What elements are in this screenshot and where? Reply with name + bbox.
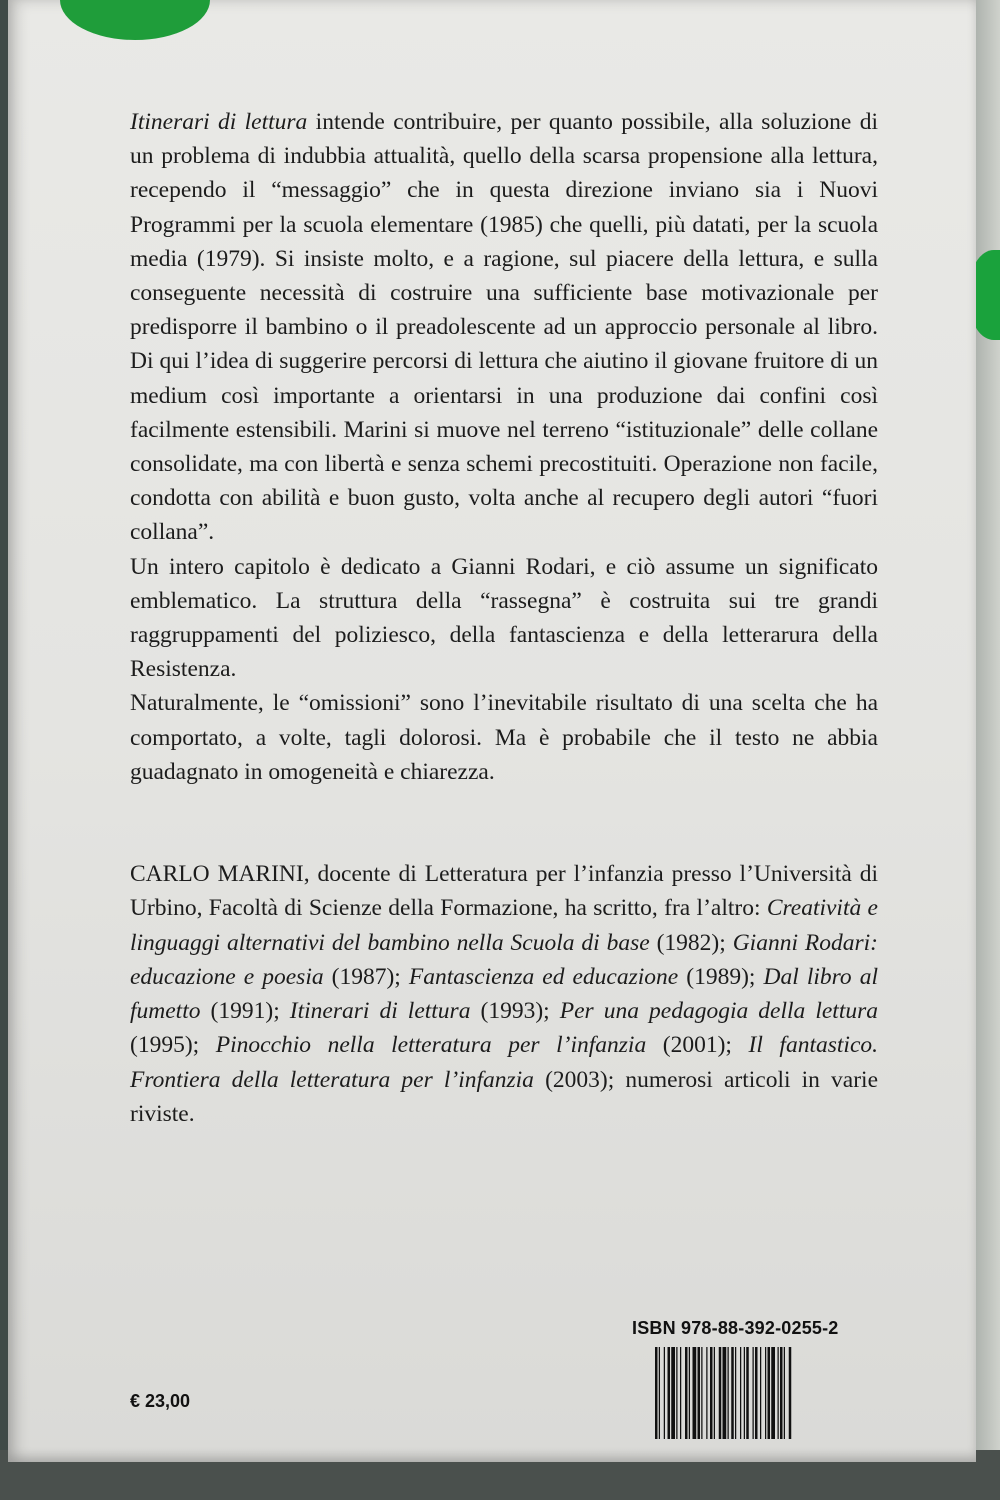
- barcode-bar: [710, 1347, 713, 1439]
- bio-text: (1987);: [323, 963, 409, 990]
- price-label: € 23,00: [130, 1391, 191, 1411]
- barcode-bar: [693, 1347, 697, 1439]
- barcode-bar: [714, 1347, 715, 1439]
- bio-text: (2001);: [646, 1032, 749, 1059]
- barcode-bar: [744, 1347, 745, 1439]
- bio-text: (1993);: [470, 998, 560, 1025]
- bio-text: CARLO MARINI, docente di Letteratura per l’infanzia presso l’Università di Urbino, Facoltà di Scienze della Formazione, ha scritto, fra l’altro:: [130, 861, 878, 922]
- barcode-bar: [728, 1347, 729, 1439]
- barcode-bar: [746, 1347, 749, 1439]
- barcode-bar: [685, 1347, 688, 1439]
- barcode-bar: [760, 1347, 761, 1439]
- bio-work-title: Fantascienza ed educazione: [408, 963, 679, 990]
- barcode-bar: [706, 1347, 707, 1439]
- blurb-paragraph-1-text: intende contribuire, per quanto possibile, alla soluzione di un problema di indubbia attualità, quello della scarsa propensione alla lettura, recependo il “messaggio” che in questa direzione inviano sia i Nuovi Programmi per la scuola elementare (1985) che quelli, più datati, per la scuola media (1979). Si insiste molto, e a ragione, sul piacere della lettura, e sulla conseguente necessità di costruire una sufficiente base motivazionale per predisporre il bambino o il preadolescente ad un approccio personale al libro. Di qui l’idea di suggerire percorsi di lettura che aiutino il giovane fruitore di un medium così importante a orientarsi in una produzione dai confini così facilmente estensibili. Marini si muove nel terreno “istituzionale” delle collane consolidate, ma con libertà e senza schemi precostituiti. Operazione non facile, condotta con abilità e buon gusto, volta anche al recupero degli autori “fuori collana”.: [130, 109, 879, 546]
- barcode-bar: [735, 1347, 736, 1439]
- barcode-bar: [668, 1347, 671, 1439]
- bio-text: (1995);: [130, 1032, 216, 1059]
- bio-work-title: Gianni Rodari: educazione e poesia: [130, 929, 878, 990]
- barcode-bar: [771, 1347, 775, 1439]
- barcode-bar: [664, 1347, 665, 1439]
- isbn-label: ISBN 978-88-392-0255-2: [632, 1318, 839, 1338]
- barcode-bar: [768, 1347, 771, 1439]
- barcode-image: [655, 1347, 897, 1439]
- bio-text: (1982);: [649, 929, 733, 956]
- barcode-bar: [753, 1347, 754, 1439]
- bio-work-title: Itinerari di lettura: [289, 998, 471, 1025]
- barcode-bar: [740, 1347, 741, 1439]
- blurb-text: [130, 105, 878, 789]
- bio-text: (1989);: [678, 963, 764, 990]
- barcode-bar: [731, 1347, 734, 1439]
- author-bio-paragraph: [130, 857, 878, 1131]
- blurb-book-title: Itinerari di lettura: [130, 109, 308, 135]
- blurb-paragraph-2: Un intero capitolo è dedicato a Gianni Rodari, e ciò assume un significato emblematico. La struttura della “rassegna” è costruita sui tre grandi raggruppamenti del poliziesco, della fantascienza e della letterarura della Resistenza.: [130, 553, 878, 683]
- barcode-bar: [723, 1347, 727, 1439]
- bio-work-title: Pinocchio nella letteratura per l’infanzia: [215, 1032, 647, 1059]
- bio-work-title: Il fantastico. Frontiera della letteratura per l’infanzia: [130, 1032, 878, 1093]
- bio-work-title: Dal libro al fumetto: [130, 963, 878, 1025]
- author-bio: [130, 857, 878, 1131]
- barcode-bar: [780, 1347, 783, 1439]
- barcode-bar: [778, 1347, 779, 1439]
- bio-work-title: Creatività e linguaggi alternativi del bambino nella Scuola di base: [130, 895, 878, 956]
- barcode-bar: [755, 1347, 758, 1439]
- bio-text: (2003); numerosi articoli in varie riviste.: [130, 1066, 878, 1128]
- barcode-bar: [789, 1347, 792, 1439]
- barcode-bar: [698, 1347, 701, 1439]
- bio-work-title: Per una pedagogia della lettura: [559, 998, 878, 1025]
- barcode-bar: [655, 1347, 658, 1439]
- blurb-paragraph-1: [130, 105, 878, 550]
- barcode-bar: [784, 1347, 785, 1439]
- barcode-bar: [701, 1347, 702, 1439]
- barcode-bar: [765, 1347, 766, 1439]
- barcode-bar: [719, 1347, 722, 1439]
- barcode-bar: [659, 1347, 660, 1439]
- barcode-bar: [680, 1347, 681, 1439]
- barcode-bar: [676, 1347, 677, 1439]
- barcode-bar: [671, 1347, 675, 1439]
- bio-text: (1991);: [200, 998, 290, 1025]
- blurb-paragraph-3: Naturalmente, le “omissioni” sono l’inevitabile risultato di una scelta che ha comportato, a volte, tagli dolorosi. Ma è probabile che il testo ne abbia guadagnato in omogeneità e chiarezza.: [130, 690, 878, 785]
- barcode-bar: [689, 1347, 690, 1439]
